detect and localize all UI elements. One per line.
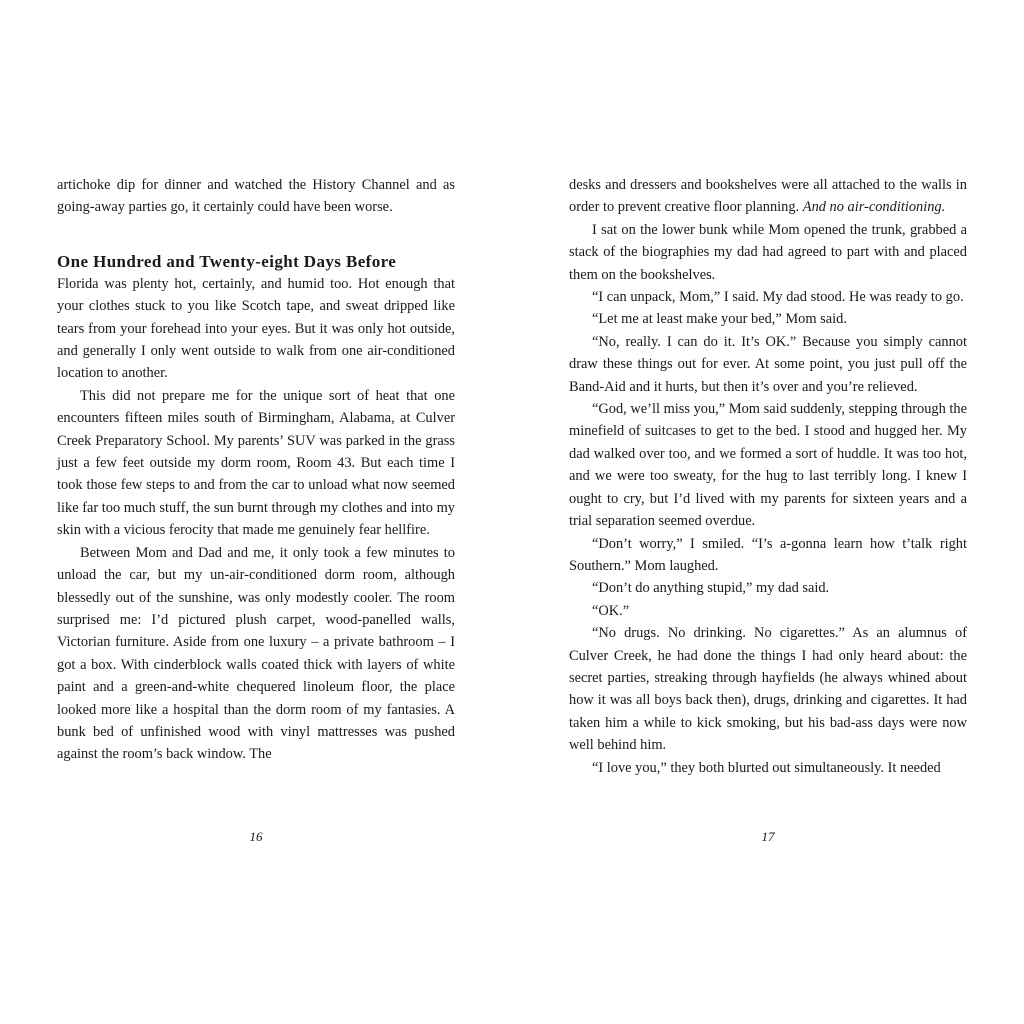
right-continuation-italic: And no air-conditioning. [802, 199, 946, 216]
page-number-left: 16 [249, 829, 263, 844]
right-paragraph-4: “No, really. I can do it. It’s OK.” Because you simply cannot draw these things out for ever. At some point, you just pull off the Band-Aid and it hurts, but then it’s over and you’re relieved. [569, 333, 967, 395]
right-paragraph-2: “I can unpack, Mom,” I said. My dad stood. He was ready to go. [592, 289, 964, 306]
right-paragraph-9: “No drugs. No drinking. No cigarettes.” As an alumnus of Culver Creek, he had done the things I had only heard about: the secret parties, streaking through hayfields (he always whined about how it was all boys back then), drugs, drinking and cigarettes. It had taken him a while to kick smoking, but his bad-ass days were now well behind him. [569, 625, 967, 754]
right-continuation-text: desks and dressers and bookshelves were all attached to the walls in order to prevent creative floor planning. [569, 177, 967, 216]
left-page-continuation: artichoke dip for dinner and watched the History Channel and as going-away parties go, it certainly could have been worse. [57, 177, 455, 216]
right-paragraph-5: “God, we’ll miss you,” Mom said suddenly, stepping through the minefield of suitcases to get to the bed. I stood and hugged her. My dad walked over too, and we formed a sort of huddle. It was too hot, and we were too sweaty, for the hug to last terribly long. I knew I ought to cry, but I’d lived with my parents for sixteen years and a trial separation seemed overdue. [569, 401, 967, 530]
right-page [569, 174, 967, 779]
right-paragraph-8: “OK.” [592, 602, 630, 619]
left-paragraph-3: Between Mom and Dad and me, it only took a few minutes to unload the car, but my un-air-conditioned dorm room, although blessedly out of the sunshine, was only modestly cooler. The room surprised me: I’d pictured plush carpet, wood-panelled walls, Victorian furniture. Aside from one luxury – a private bathroom – I got a box. With cinderblock walls coated thick with layers of white paint and a green-and-white chequered linoleum floor, the place looked more like a hospital than the dorm room of my fantasies. A bunk bed of unfinished wood with vinyl mattresses was pushed against the room’s back window. The [57, 544, 455, 763]
left-paragraph-1: Florida was plenty hot, certainly, and humid too. Hot enough that your clothes stuck to you like Scotch tape, and sweat dripped like tears from your forehead into your eyes. But it was only hot outside, and generally I only went outside to walk from one air-conditioned location to another. [57, 275, 455, 382]
right-paragraph-1: I sat on the lower bunk while Mom opened the trunk, grabbed a stack of the biographies my dad had agreed to part with and placed them on the bookshelves. [569, 221, 967, 283]
left-paragraph-2: This did not prepare me for the unique sort of heat that one encounters fifteen miles south of Birmingham, Alabama, at Culver Creek Preparatory School. My parents’ SUV was parked in the grass just a few feet outside my dorm room, Room 43. But each time I took those few steps to and from the car to unload what now seemed like far too much stuff, the sun burnt through my clothes and into my skin with a vicious ferocity that made me genuinely fear hellfire. [57, 387, 455, 539]
right-paragraph-7: “Don’t do anything stupid,” my dad said. [592, 580, 830, 597]
right-paragraph-10: “I love you,” they both blurted out simultaneously. It needed [592, 759, 941, 776]
page-number-right: 17 [761, 829, 775, 844]
left-page [57, 174, 455, 766]
right-paragraph-6: “Don’t worry,” I smiled. “I’s a-gonna learn how t’talk right Southern.” Mom laughed. [569, 535, 967, 574]
right-paragraph-3: “Let me at least make your bed,” Mom said. [592, 311, 847, 328]
chapter-heading: One Hundred and Twenty-eight Days Before [57, 251, 397, 271]
right-page-continuation [569, 174, 967, 219]
